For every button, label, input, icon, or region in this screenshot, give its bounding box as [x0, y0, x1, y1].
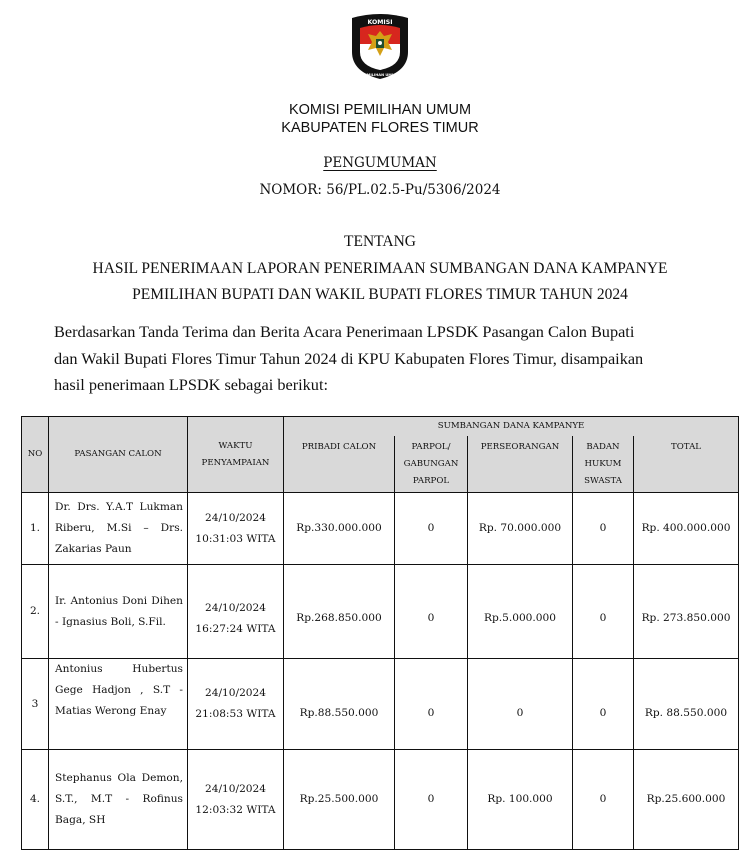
header-badan-line1: BADAN	[586, 442, 620, 452]
cell-jam: 10:31:03 WITA	[195, 532, 276, 545]
cell-tanggal: 24/10/2024	[204, 511, 267, 524]
header-total: TOTAL	[634, 436, 739, 493]
doc-about: TENTANG	[344, 233, 416, 250]
cell-total: Rp. 400.000.000	[634, 493, 739, 565]
org-region: KABUPATEN FLORES TIMUR	[281, 120, 479, 136]
cell-tanggal: 24/10/2024	[204, 687, 267, 699]
cell-no: 3	[22, 659, 49, 750]
header-waktu-penyampaian	[188, 417, 284, 493]
header-pribadi-calon: PRIBADI CALON	[284, 436, 395, 493]
cell-parpol: 0	[395, 750, 468, 850]
cell-perseorangan: 0	[468, 659, 573, 750]
cell-no: 1.	[22, 493, 49, 565]
header-waktu-line1: WAKTU	[218, 440, 253, 451]
table-row	[22, 659, 739, 750]
intro-line: Berdasarkan Tanda Terima dan Berita Acara Penerimaan LPSDK Pasangan Calon Bupati	[54, 322, 635, 341]
cell-pribadi-calon: Rp.330.000.000	[284, 493, 395, 565]
cell-perseorangan: Rp.5.000.000	[468, 565, 573, 659]
cell-jam: 16:27:24 WITA	[195, 622, 276, 635]
cell-badan-hukum: 0	[573, 493, 634, 565]
cell-parpol: 0	[395, 659, 468, 750]
campaign-fund-table	[21, 416, 739, 850]
header-parpol-line2: GABUNGAN	[403, 459, 459, 469]
cell-badan-hukum: 0	[573, 750, 634, 850]
cell-total: Rp. 273.850.000	[634, 565, 739, 659]
cell-badan-hukum: 0	[573, 659, 634, 750]
table-row	[22, 750, 739, 850]
cell-perseorangan: Rp. 70.000.000	[468, 493, 573, 565]
doc-type-label: PENGUMUMAN	[323, 155, 437, 171]
header-badan-line2: HUKUM	[584, 459, 622, 469]
doc-title-line2: PEMILIHAN BUPATI DAN WAKIL BUPATI FLORES TIMUR TAHUN 2024	[132, 286, 628, 303]
header-sumbangan-dana-kampanye: SUMBANGAN DANA KAMPANYE	[284, 417, 739, 437]
cell-tanggal: 24/10/2024	[204, 601, 267, 614]
intro-line: hasil penerimaan LPSDK sebagai berikut:	[54, 375, 328, 394]
cell-waktu	[188, 565, 284, 659]
doc-type	[0, 155, 750, 171]
intro-paragraph	[54, 319, 714, 399]
intro-line: dan Wakil Bupati Flores Timur Tahun 2024 di KPU Kabupaten Flores Timur, disampaikan	[54, 348, 644, 368]
cell-total: Rp. 88.550.000	[634, 659, 739, 750]
cell-pasangan-calon: Antonius Hubertus Gege Hadjon , S.T - Matias Werong Enay	[49, 659, 188, 750]
cell-pribadi-calon: Rp.88.550.000	[284, 659, 395, 750]
cell-pribadi-calon: Rp.25.500.000	[284, 750, 395, 850]
doc-title-line1: HASIL PENERIMAAN LAPORAN PENERIMAAN SUMBANGAN DANA KAMPANYE	[92, 260, 668, 277]
cell-pasangan-calon: Dr. Drs. Y.A.T Lukman Riberu, M.Si – Drs. Zakarias Paun	[49, 493, 188, 565]
cell-pasangan-calon: Stephanus Ola Demon, S.T., M.T - Rofinus Baga, SH	[49, 750, 188, 850]
cell-tanggal: 24/10/2024	[204, 782, 267, 795]
header-badan-line3: SWASTA	[584, 476, 622, 486]
logo-bottom-text: PEMILIHAN UMUM	[361, 73, 399, 77]
header-parpol	[395, 436, 468, 493]
header-parpol-line3: PARPOL	[412, 476, 450, 486]
table-row	[22, 493, 739, 565]
cell-waktu	[188, 659, 284, 750]
cell-pribadi-calon: Rp.268.850.000	[284, 565, 395, 659]
cell-parpol: 0	[395, 565, 468, 659]
header-parpol-line1: PARPOL/	[411, 442, 451, 452]
cell-no: 2.	[22, 565, 49, 659]
doc-number: NOMOR: 56/PL.02.5-Pu/5306/2024	[259, 182, 501, 198]
header-pasangan-calon: PASANGAN CALON	[49, 417, 188, 493]
cell-jam: 21:08:53 WITA	[195, 708, 276, 720]
logo-top-text: KOMISI	[367, 19, 393, 26]
cell-pasangan-calon: Ir. Antonius Doni Dihen - Ignasius Boli, S.Fil.	[49, 565, 188, 659]
table-row	[22, 565, 739, 659]
cell-jam: 12:03:32 WITA	[195, 803, 276, 816]
cell-waktu	[188, 493, 284, 565]
cell-waktu	[188, 750, 284, 850]
cell-perseorangan: Rp. 100.000	[468, 750, 573, 850]
org-name: KOMISI PEMILIHAN UMUM	[288, 102, 472, 118]
header-waktu-line2: PENYAMPAIAN	[201, 457, 270, 468]
header-no: NO	[22, 417, 49, 493]
header-badan-hukum-swasta	[573, 436, 634, 493]
cell-no: 4.	[22, 750, 49, 850]
cell-badan-hukum: 0	[573, 565, 634, 659]
kpu-logo-icon	[348, 12, 412, 80]
cell-total: Rp.25.600.000	[634, 750, 739, 850]
cell-parpol: 0	[395, 493, 468, 565]
header-perseorangan: PERSEORANGAN	[468, 436, 573, 493]
